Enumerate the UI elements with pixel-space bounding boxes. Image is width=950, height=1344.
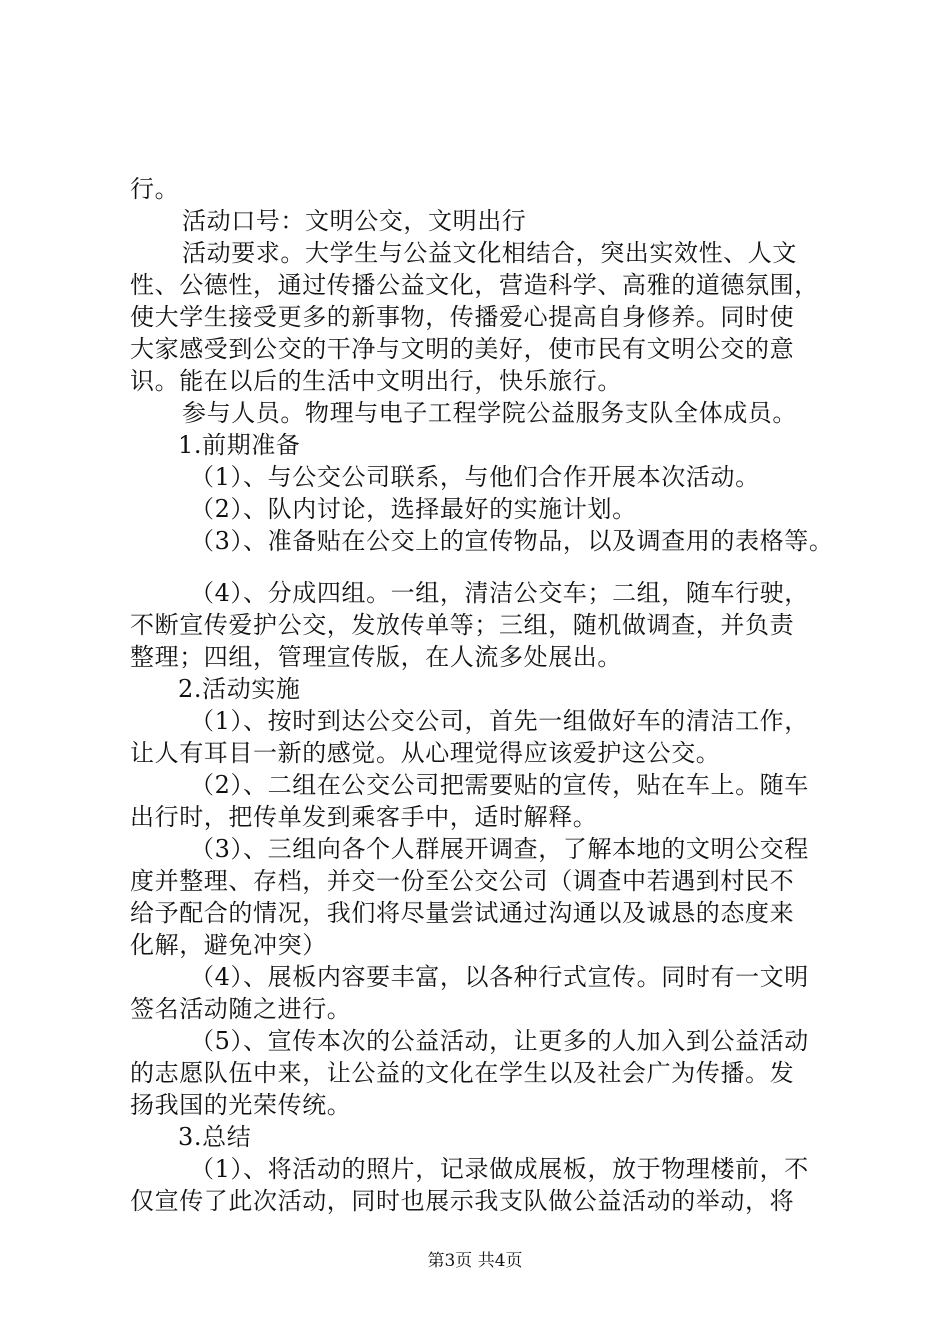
paragraph-line: 的志愿队伍中来，让公益的文化在学生以及社会广为传播。发 bbox=[130, 1059, 795, 1087]
list-item: （2）、二组在公交公司把需要贴的宣传，贴在车上。随车 bbox=[190, 771, 809, 799]
paragraph-line: 扬我国的光荣传统。 bbox=[130, 1091, 352, 1119]
section-heading: 3.总结 bbox=[178, 1123, 252, 1151]
section-heading: 2.活动实施 bbox=[178, 675, 301, 703]
list-item: （1）、按时到达公交公司，首先一组做好车的清洁工作， bbox=[190, 707, 809, 735]
paragraph-line: 度并整理、存档，并交一份至公交公司（调查中若遇到村民不 bbox=[130, 867, 795, 895]
paragraph-line: 仅宣传了此次活动，同时也展示我支队做公益活动的举动，将 bbox=[130, 1187, 795, 1215]
paragraph-line: 给予配合的情况，我们将尽量尝试通过沟通以及诚恳的态度来 bbox=[130, 899, 795, 927]
paragraph-line: 不断宣传爱护公交，发放传单等；三组，随机做调查，并负责 bbox=[130, 611, 795, 639]
list-item: （4）、分成四组。一组，清洁公交车；二组，随车行驶， bbox=[190, 579, 809, 607]
paragraph-line: 大家感受到公交的干净与文明的美好，使市民有文明公交的意 bbox=[130, 335, 795, 363]
list-item: （1）、将活动的照片，记录做成展板，放于物理楼前，不 bbox=[190, 1155, 809, 1183]
paragraph-line: 性、公德性，通过传播公益文化，营造科学、高雅的道德氛围， bbox=[130, 271, 819, 299]
paragraph-gap bbox=[130, 557, 838, 577]
list-item: （3）、准备贴在公交上的宣传物品，以及调查用的表格等。 bbox=[190, 527, 834, 555]
paragraph-line: 使大学生接受更多的新事物，传播爱心提高自身修养。同时使 bbox=[130, 303, 795, 331]
list-item: （3）、三组向各个人群展开调查，了解本地的文明公交程 bbox=[190, 835, 809, 863]
paragraph-line: 整理；四组，管理宣传版，在人流多处展出。 bbox=[130, 643, 622, 671]
paragraph-line: 识。能在以后的生活中文明出行，快乐旅行。 bbox=[130, 367, 622, 395]
paragraph-line: 化解，避免冲突） bbox=[130, 931, 327, 959]
document-body bbox=[130, 173, 838, 1217]
paragraph-line: 让人有耳目一新的感觉。从心理觉得应该爱护这公交。 bbox=[130, 739, 721, 767]
slogan-line: 活动口号：文明公交，文明出行 bbox=[182, 207, 527, 235]
paragraph-line: 签名活动随之进行。 bbox=[130, 995, 352, 1023]
section-heading: 1.前期准备 bbox=[178, 431, 301, 459]
page-number: 第3页 共4页 bbox=[427, 1251, 523, 1271]
list-item: （2）、队内讨论，选择最好的实施计划。 bbox=[190, 495, 637, 523]
paragraph-line: 出行时，把传单发到乘客手中，适时解释。 bbox=[130, 803, 598, 831]
list-item: （5）、宣传本次的公益活动，让更多的人加入到公益活动 bbox=[190, 1027, 809, 1055]
paragraph-line: 行。 bbox=[130, 175, 180, 203]
participants-line: 参与人员。物理与电子工程学院公益服务支队全体成员。 bbox=[182, 399, 797, 427]
requirements-line: 活动要求。大学生与公益文化相结合，突出实效性、人文 bbox=[182, 239, 797, 267]
list-item: （1）、与公交公司联系，与他们合作开展本次活动。 bbox=[190, 463, 760, 491]
list-item: （4）、展板内容要丰富，以各种行式宣传。同时有一文明 bbox=[190, 963, 809, 991]
